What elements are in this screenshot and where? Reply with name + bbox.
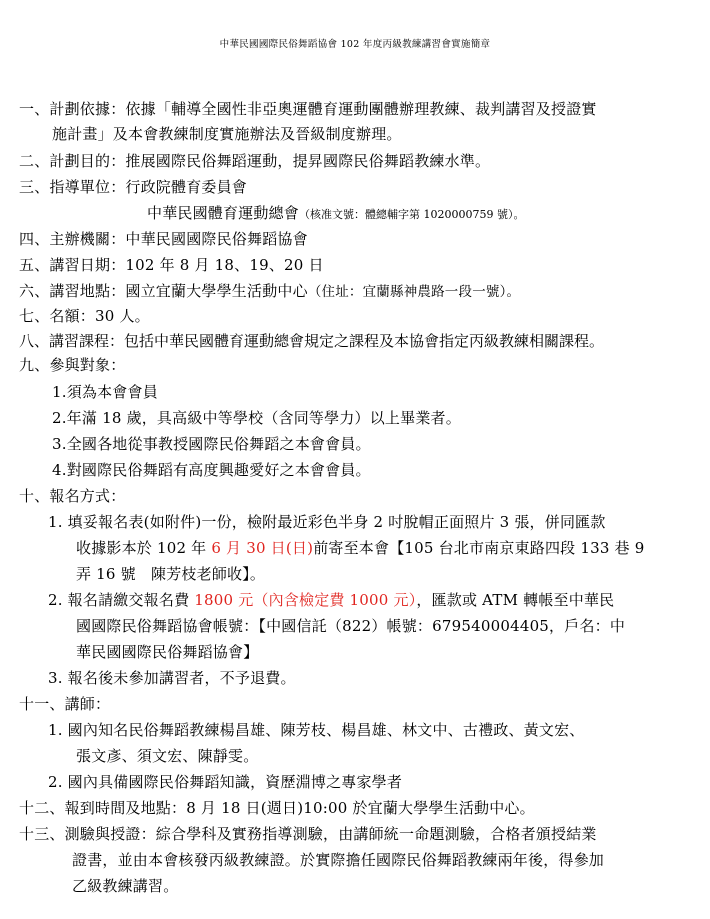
- supervisor-name: 中華民國體育運動總會: [147, 204, 300, 222]
- registration-item-1-line-2: [76, 538, 644, 558]
- certification-line-2: 證書，並由本會核發丙級教練證。於實際擔任國際民俗舞蹈教練兩年後，得參加: [72, 851, 605, 869]
- registration-receipt-text: 收據影本於 102 年: [76, 539, 207, 557]
- section-courses: 八、講習課程：包括中華民國體育運動總會規定之課程及本協會指定丙級教練相關課程。: [19, 332, 605, 350]
- registration-item-2-line-3: 華民國國際民俗舞蹈協會】: [76, 643, 259, 661]
- venue-main: 六、講習地點：國立宜蘭大學學生活動中心: [19, 282, 308, 300]
- registration-item-2-line-1: [48, 590, 614, 610]
- instructors-item-1-line-1: 1. 國內知名民俗舞蹈教練楊昌雄、陳芳枝、楊昌雄、林文中、古禮政、黃文宏、: [48, 721, 585, 739]
- registration-heading: 十、報名方式：: [19, 487, 126, 505]
- registration-item-1-line-3: 弄 16 號 陳芳枝老師收】。: [76, 565, 266, 583]
- registration-fee-amount: 1800 元（內含檢定費 1000 元）: [194, 591, 417, 609]
- registration-item-2-line-2: 國國際民俗舞蹈協會帳號：【中國信託（822）帳號：679540004405，戶名：中: [76, 617, 626, 635]
- registration-transfer-text: ，匯款或 ATM 轉帳至中華民: [416, 591, 615, 609]
- section-basis-line-2: 施計畫」及本會教練制度實施辦法及晉級制度辦理。: [52, 125, 402, 143]
- certification-line-1: 十三、測驗與授證：綜合學科及實務指導測驗，由講師統一命題測驗，合格者頒授結業: [19, 825, 597, 843]
- participants-heading: 九、參與對象：: [19, 356, 126, 374]
- participant-criterion: 4.對國際民俗舞蹈有高度興趣愛好之本會會員。: [52, 461, 371, 479]
- registration-item-1-line-1: 1. 填妥報名表(如附件)一份，檢附最近彩色半身 2 吋脫帽正面照片 3 張，併同匯款: [48, 513, 606, 531]
- venue-address: （住址：宜蘭縣神農路一段一號）。: [307, 284, 521, 300]
- participant-criterion: 2.年滿 18 歲，具高級中等學校（含同等學力）以上畢業者。: [52, 409, 461, 427]
- participant-criterion: 1.須為本會會員: [52, 383, 158, 401]
- section-supervisor-line-1: 三、指導單位：行政院體育委員會: [19, 178, 248, 196]
- registration-fee-text: 2. 報名請繳交報名費: [48, 591, 190, 609]
- document-title: 中華民國國際民俗舞蹈協會 102 年度丙級教練講習會實施簡章: [219, 39, 491, 50]
- instructors-item-2: 2. 國內具備國際民俗舞蹈知識，資歷淵博之專家學者: [48, 773, 403, 791]
- section-supervisor-line-2: [147, 203, 525, 225]
- participant-criterion: 3.全國各地從事教授國際民俗舞蹈之本會會員。: [52, 435, 371, 453]
- instructors-item-1-line-2: 張文彥、須文宏、陳靜雯。: [76, 747, 259, 765]
- registration-item-3: 3. 報名後未參加講習者，不予退費。: [48, 669, 296, 687]
- section-dates: 五、講習日期：102 年 8 月 18、19、20 日: [19, 256, 324, 274]
- section-quota: 七、名額：30 人。: [19, 307, 150, 325]
- approval-note: （核准文號：體總輔字第 1020000759 號）。: [299, 208, 525, 221]
- certification-line-3: 乙級教練講習。: [72, 877, 179, 895]
- section-checkin: 十二、報到時間及地點：8 月 18 日(週日)10:00 於宜蘭大學學生活動中心。: [19, 799, 535, 817]
- registration-deadline: 6 月 30 日(日): [211, 539, 314, 557]
- section-basis-line-1: 一、計劃依據：依據「輔導全國性非亞奧運體育運動團體辦理教練、裁判講習及授證實: [19, 100, 597, 118]
- registration-address-text: 前寄至本會【105 台北市南京東路四段 133 巷 9: [313, 539, 645, 557]
- section-organizer: 四、主辦機關：中華民國國際民俗舞蹈協會: [19, 230, 308, 248]
- instructors-heading: 十一、講師：: [19, 695, 111, 713]
- section-purpose: 二、計劃目的：推展國際民俗舞蹈運動，提昇國際民俗舞蹈教練水準。: [19, 152, 491, 170]
- section-venue: [19, 281, 520, 302]
